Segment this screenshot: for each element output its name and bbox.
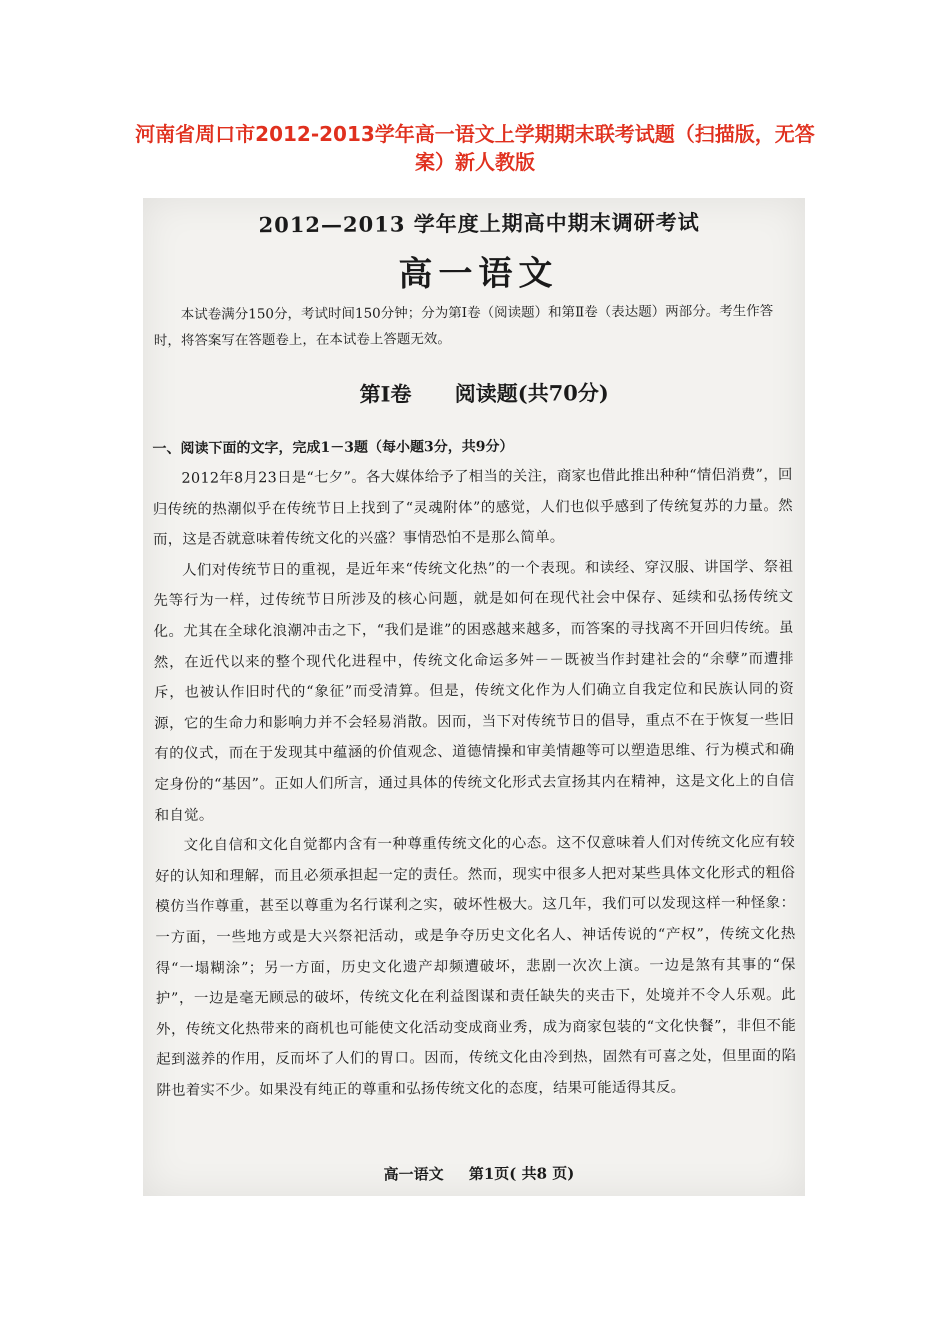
passage-paragraph-2: 人们对传统节日的重视，是近年来“传统文化热”的一个表现。和读经、穿汉服、讲国学、祭祖先等行为一样，过传统节日所涉及的核心问题，就是如何在现代社会中保存、延续和弘扬传统文化。尤其在全球化浪潮冲击之下，“我们是谁”的困惑越来越多，而答案的寻找离不开回归传统。虽然，在近代以来的整个现代化进程中，传统文化命运多舛－－既被当作封建社会的“余孽”而遭排斥，也被认作旧时代的“象征”而受清算。但是，传统文化作为人们确立自我定位和民族认同的资源，它的生命力和影响力并不会轻易消散。因而，当下对传统节日的倡导，重点不在于恢复一些旧有的仪式，而在于发现其中蕴涵的价值观念、道德情操和审美情趣等可以塑造思维、行为模式和确定身份的“基因”。正如人们所言，通过具体的传统文化形式去宣扬其内在精神，这是文化上的自信和自觉。: [153, 558, 795, 824]
exam-header: 2012—2013 学年度上期高中期末调研考试: [258, 209, 700, 238]
exam-instructions: 本试卷满分150分，考试时间150分钟；分为第Ⅰ卷（阅读题）和第Ⅱ卷（表达题）两部分。考生作答时，将答案写在答题卷上，在本试卷上答题无效。: [153, 303, 774, 349]
reading-passage: [153, 460, 797, 1106]
section-volume: 第Ⅰ卷: [359, 381, 412, 407]
footer-subject: 高一语文: [383, 1165, 444, 1184]
footer-page-number: 第1页( 共8 页): [468, 1164, 575, 1184]
question-heading: 一、阅读下面的文字，完成1－3题（每小题3分，共9分）: [152, 438, 514, 457]
document-title: 河南省周口市2012-2013学年高一语文上学期期末联考试题（扫描版，无答案）新人教版: [135, 122, 815, 174]
section-title: [304, 377, 664, 409]
scanned-exam-page: [143, 198, 805, 1196]
section-name: 阅读题(共70分): [454, 380, 609, 407]
passage-paragraph-3: 文化自信和文化自觉都内含有一种尊重传统文化的心态。这不仅意味着人们对传统文化应有较好的认知和理解，而且必须承担起一定的责任。然而，现实中很多人把对某些具体文化形式的粗俗模仿当作尊重，甚至以尊重为名行谋利之实，破坏性极大。这几年，我们可以发现这样一种怪象：一方面，一些地方或是大兴祭祀活动，或是争夺历史文化名人、神话传说的“产权”，传统文化热得“一塌糊涂”；另一方面，历史文化遗产却频遭破坏，悲剧一次次上演。一边是煞有其事的“保护”，一边是毫无顾忌的破坏，传统文化在利益图谋和责任缺失的夹击下，处境并不令人乐观。此外，传统文化热带来的商机也可能使文化活动变成商业秀，成为商家包装的“文化快餐”，非但不能起到滋养的作用，反而坏了人们的胃口。因而，传统文化由冷到热，固然有可喜之处，但里面的陷阱也着实不少。如果没有纯正的尊重和弘扬传统文化的态度，结果可能适得其反。: [155, 834, 797, 1099]
page-footer: [299, 1162, 659, 1185]
passage-paragraph-1: 2012年8月23日是“七夕”。各大媒体给予了相当的关注，商家也借此推出种种“情侣消费”，回归传统的热潮似乎在传统节日上找到了“灵魂附体”的感觉，人们也似乎感到了传统复苏的力量。然而，这是否就意味着传统文化的兴盛？事情恐怕不是那么简单。: [152, 467, 793, 549]
exam-subject: 高一语文: [398, 253, 559, 295]
